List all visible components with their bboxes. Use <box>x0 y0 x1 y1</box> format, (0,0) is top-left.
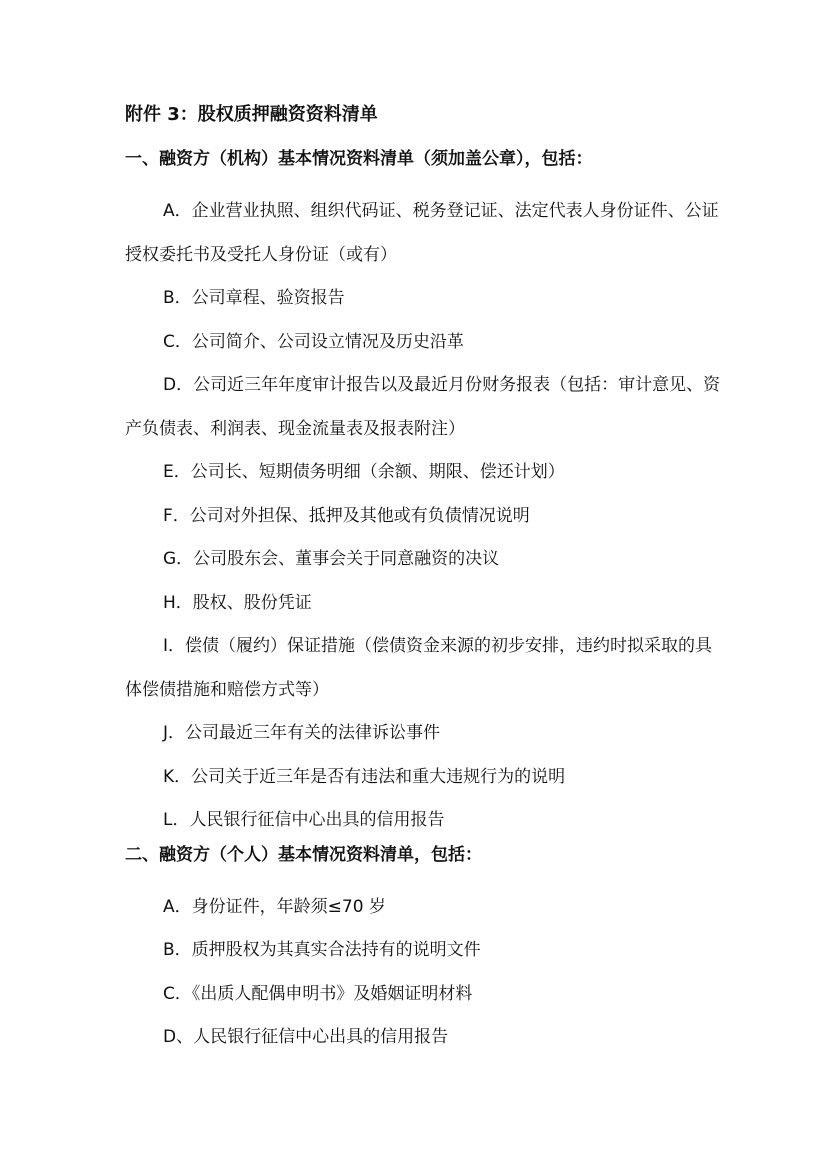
list-item: A．身份证件，年龄须≤70 岁 <box>163 896 386 917</box>
list-item: A．企业营业执照、组织代码证、税务登记证、法定代表人身份证件、公证授权委托书及受托人身份证（或有） <box>125 201 719 265</box>
individual-checklist <box>125 886 727 1060</box>
list-item: D．公司近三年年度审计报告以及最近月份财务报表（包括：审计意见、资产负债表、利润表、现金流量表及报表附注） <box>125 375 721 439</box>
list-item: F．公司对外担保、抵押及其他或有负债情况说明 <box>163 505 530 526</box>
list-item: K．公司关于近三年是否有违法和重大违规行为的说明 <box>163 766 566 787</box>
list-item: B．公司章程、验资报告 <box>163 288 345 308</box>
list-item: J．公司最近三年有关的法律诉讼事件 <box>163 723 441 743</box>
list-item: C．《出质人配偶申明书》及婚姻证明材料 <box>163 983 473 1004</box>
list-item: H．股权、股份凭证 <box>163 592 312 613</box>
list-item: L．人民银行征信中心出具的信用报告 <box>163 810 445 830</box>
section-heading-institution: 一、融资方（机构）基本情况资料清单（须加盖公章），包括： <box>125 149 593 169</box>
section-heading-individual: 二、融资方（个人）基本情况资料清单，包括： <box>125 844 482 865</box>
list-item: C．公司简介、公司设立情况及历史沿革 <box>163 331 464 352</box>
list-item: I．偿债（履约）保证措施（偿债资金来源的初步安排，违约时拟采取的具体偿债措施和赔偿方式等） <box>125 636 713 700</box>
list-item: E．公司长、短期债务明细（余额、期限、偿还计划） <box>163 462 565 482</box>
institution-checklist <box>125 190 727 843</box>
list-item: B．质押股权为其真实合法持有的说明文件 <box>163 940 481 960</box>
document-title: 附件 3：股权质押融资资料清单 <box>125 104 378 125</box>
list-item: G．公司股东会、董事会关于同意融资的决议 <box>163 549 500 569</box>
list-item: D、人民银行征信中心出具的信用报告 <box>163 1027 449 1047</box>
